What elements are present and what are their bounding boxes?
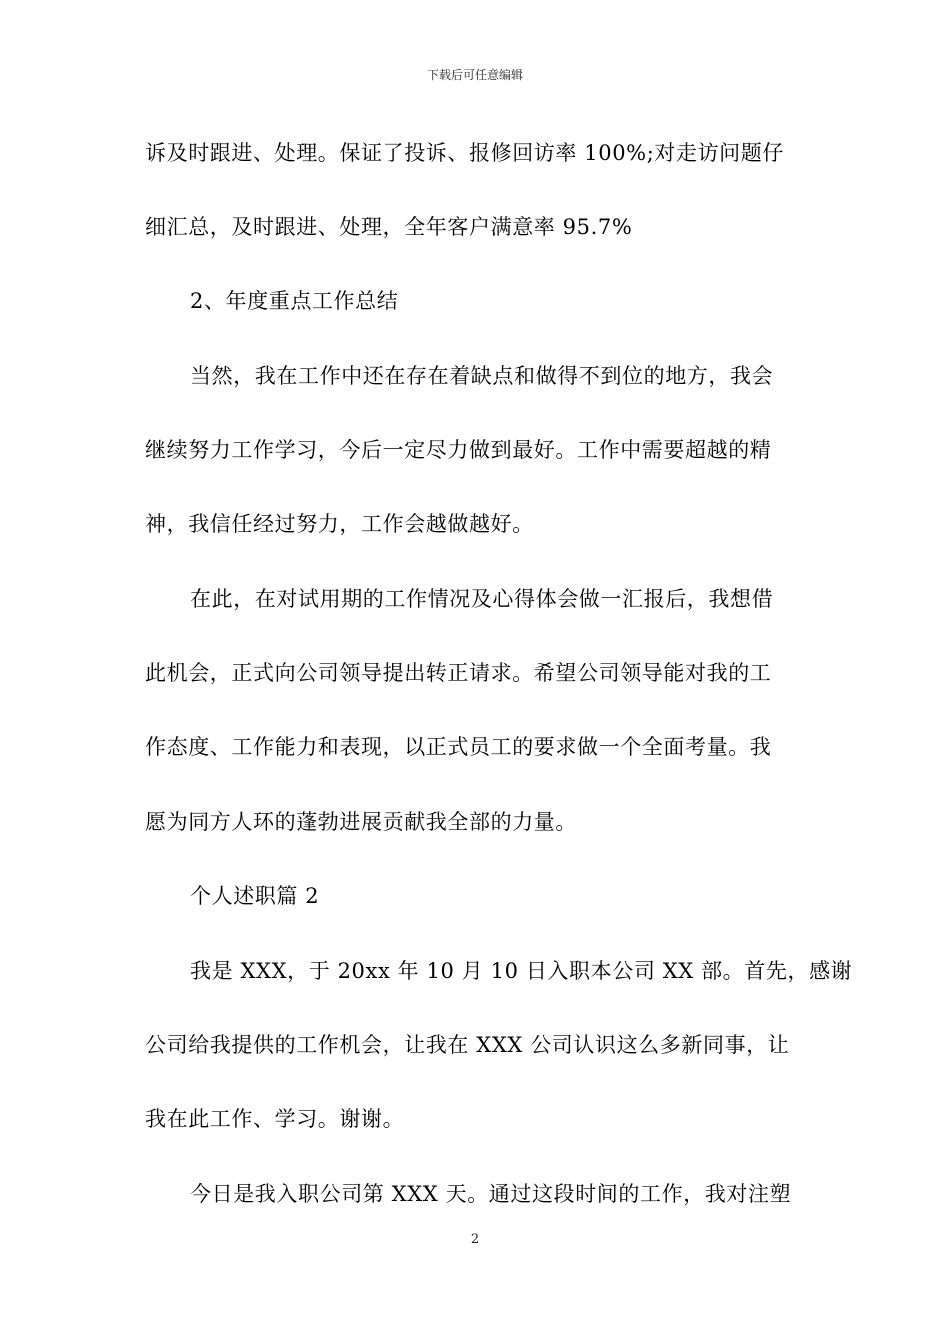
- text-line: 诉及时跟进、处理。保证了投诉、报修回访率 100%;对走访问题仔: [145, 141, 784, 165]
- text-line: 在此，在对试用期的工作情况及心得体会做一汇报后，我想借: [190, 587, 774, 611]
- section-heading: 2、年度重点工作总结: [190, 289, 399, 313]
- text-line: 公司给我提供的工作机会，让我在 XXX 公司认识这么多新同事，让: [145, 1033, 790, 1057]
- page-header: 下载后可任意编辑: [426, 68, 523, 82]
- text-line: 作态度、工作能力和表现，以正式员工的要求做一个全面考量。我: [145, 735, 772, 759]
- text-line: 细汇总，及时跟进、处理，全年客户满意率 95.7%: [145, 215, 633, 239]
- section-heading: 个人述职篇 2: [190, 884, 320, 908]
- text-line: 神，我信任经过努力，工作会越做越好。: [145, 512, 534, 536]
- text-line: 愿为同方人环的蓬勃进展贡献我全部的力量。: [145, 810, 577, 834]
- text-line: 我是 XXX，于 20xx 年 10 月 10 日入职本公司 XX 部。首先，感谢: [190, 959, 853, 983]
- text-line: 当然，我在工作中还在存在着缺点和做得不到位的地方，我会: [190, 364, 774, 388]
- text-line: 我在此工作、学习。谢谢。: [145, 1107, 405, 1131]
- text-line: 继续努力工作学习，今后一定尽力做到最好。工作中需要超越的精: [145, 438, 772, 462]
- text-line: 今日是我入职公司第 XXX 天。通过这段时间的工作，我对注塑: [190, 1182, 792, 1206]
- page-number: 2: [470, 1232, 480, 1247]
- text-line: 此机会，正式向公司领导提出转正请求。希望公司领导能对我的工: [145, 661, 772, 685]
